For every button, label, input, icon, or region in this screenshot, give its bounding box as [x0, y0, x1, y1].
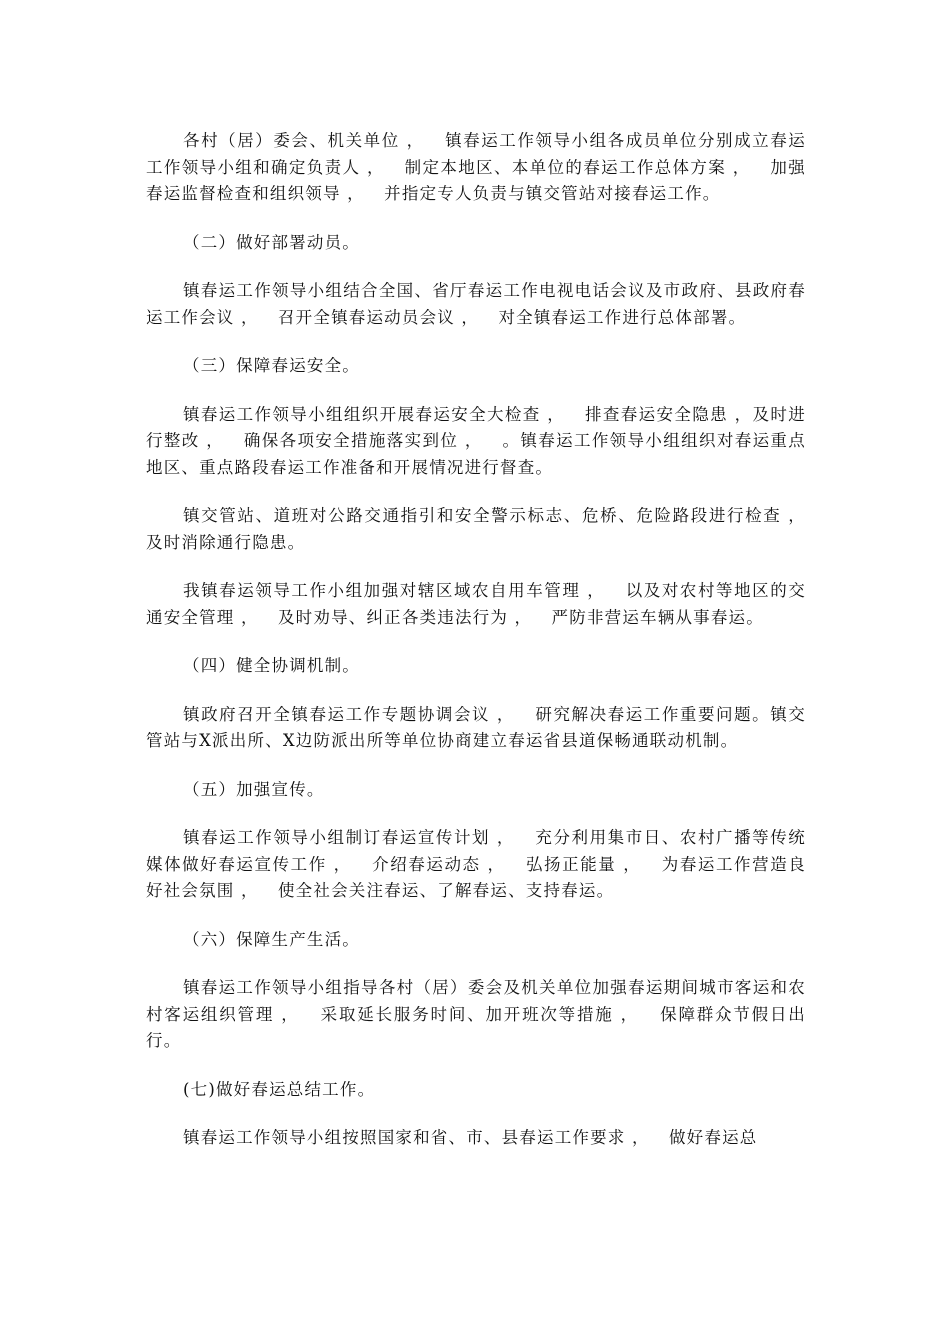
document-body: [146, 128, 826, 1174]
paragraph-safety-inspection: 镇春运工作领导小组组织开展春运安全大检查 ， 排查春运安全隐患 ，及时进行整改 ， 确保各项安全措施落实到位 ， 。镇春运工作领导小组组织对春运重点地区、重点路段春运工作准备和开展情况进行督查。: [146, 404, 806, 477]
paragraph-livelihood: 镇春运工作领导小组指导各村（居）委会及机关单位加强春运期间城市客运和农村客运组织管理 ， 采取延长服务时间、加开班次等措施 ， 保障群众节假日出行。: [146, 978, 806, 1050]
paragraph-village-units: 各村（居）委会、机关单位 ， 镇春运工作领导小组各成员单位分别成立春运工作领导小组和确定负责人 ， 制定本地区、本单位的春运工作总体方案 ， 加强春运监督检查和组织领导 ， 并指定专人负责与镇交管站对接春运工作。: [146, 131, 806, 203]
section-heading-livelihood: （六）保障生产生活。: [183, 929, 360, 949]
section-heading-publicity: （五）加强宣传。: [183, 779, 325, 799]
paragraph-deployment: 镇春运工作领导小组结合全国、省厅春运工作电视电话会议及市政府、县政府春运工作会议 ， 召开全镇春运动员会议 ， 对全镇春运工作进行总体部署。: [146, 281, 806, 327]
paragraph-publicity: 镇春运工作领导小组制订春运宣传计划 ， 充分利用集市日、农村广播等传统媒体做好春运宣传工作 ， 介绍春运动态 ， 弘扬正能量 ， 为春运工作营造良好社会氛围 ， 使全社会关注春运、了解春运、支持春运。: [146, 828, 806, 900]
paragraph-coordination: 镇政府召开全镇春运工作专题协调会议 ， 研究解决春运工作重要问题。镇交管站与X派出所、X边防派出所等单位协商建立春运省县道保畅通联动机制。: [146, 704, 806, 750]
section-heading-deployment: （二）做好部署动员。: [183, 232, 360, 252]
paragraph-road-inspection: 镇交管站、道班对公路交通指引和安全警示标志、危桥、危险路段进行检查 ， 及时消除通行隐患。: [146, 506, 826, 552]
section-heading-summary: (七)做好春运总结工作。: [183, 1079, 376, 1099]
paragraph-vehicle-management: 我镇春运领导工作小组加强对辖区域农自用车管理 ， 以及对农村等地区的交通安全管理 ， 及时劝导、纠正各类违法行为 ， 严防非营运车辆从事春运。: [146, 581, 806, 627]
section-heading-coordination: （四）健全协调机制。: [183, 656, 360, 675]
section-heading-safety: （三）保障春运安全。: [183, 356, 360, 375]
paragraph-summary: 镇春运工作领导小组按照国家和省、市、县春运工作要求 ， 做好春运总: [183, 1128, 758, 1147]
